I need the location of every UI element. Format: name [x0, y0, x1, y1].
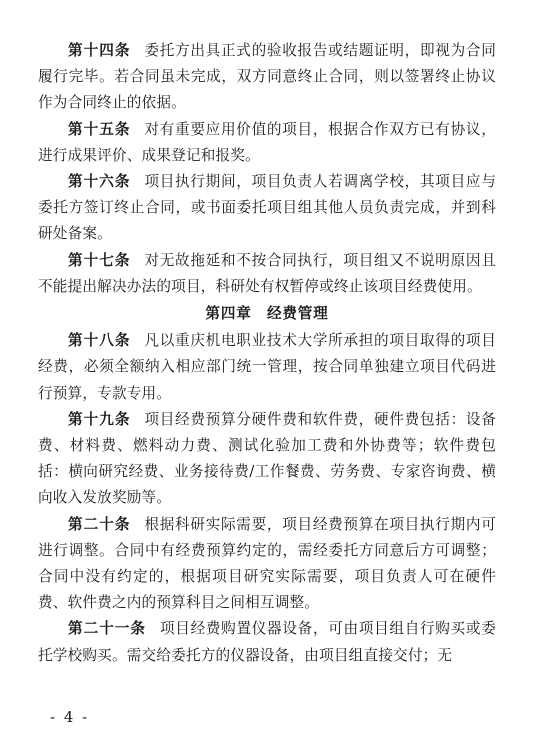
article-text: 根据科研实际需要，项目经费预算在项目执行期内可进行调整。合同中有经费预算约定的，需经委托方同意后方可调整；合同中没有约定的，根据项目研究实际需要，项目负责人可在硬件费、软件费之内的预算科目之间相互调整。 [38, 515, 496, 612]
page-number: - 4 - [50, 708, 90, 726]
article-text: 委托方出具正式的验收报告或结题证明，即视为合同履行完毕。若合同虽未完成，双方同意终止合同，则以签署终止协议作为合同终止的依据。 [38, 42, 496, 112]
article-label: 第十八条 [68, 332, 131, 350]
article-label: 第二十条 [68, 515, 131, 533]
article-20 [38, 512, 496, 617]
article-label: 第二十一条 [68, 620, 146, 638]
article-text: 项目执行期间，项目负责人若调离学校，其项目应与委托方签订终止合同，或书面委托项目组其他人员负责完成，并到科研处备案。 [38, 173, 496, 243]
article-label: 第十九条 [68, 410, 131, 428]
article-text: 凡以重庆机电职业技术大学所承担的项目取得的项目经费，必须全额纳入相应部门统一管理，按合同单独建立项目代码进行预算，专款专用。 [38, 332, 496, 402]
article-label: 第十七条 [68, 251, 131, 269]
article-text: 对无故拖延和不按合同执行，项目组又不说明原因且不能提出解决办法的项目，科研处有权暂停或终止该项目经费使用。 [38, 251, 496, 295]
article-18 [38, 328, 496, 407]
article-17 [38, 248, 496, 300]
article-text: 项目经费购置仪器设备，可由项目组自行购买或委托学校购买。需交给委托方的仪器设备，由项目组直接交付；无 [38, 620, 496, 664]
article-label: 第十六条 [68, 173, 131, 191]
article-label: 第十五条 [68, 120, 131, 138]
article-label: 第十四条 [68, 42, 131, 59]
document-page [38, 38, 496, 669]
article-19 [38, 407, 496, 512]
article-14 [38, 38, 496, 117]
article-21 [38, 616, 496, 668]
article-text: 项目经费预算分硬件费和软件费，硬件费包括：设备费、材料费、燃料动力费、测试化验加工费和外协费等；软件费包括：横向研究经费、业务接待费/工作餐费、劳务费、专家咨询费、横向收入发放奖励等。 [38, 410, 496, 507]
article-16 [38, 169, 496, 248]
article-15 [38, 117, 496, 169]
chapter-title: 第四章 经费管理 [205, 305, 329, 323]
article-text: 对有重要应用价值的项目，根据合作双方已有协议，进行成果评价、成果登记和报奖。 [38, 120, 496, 164]
